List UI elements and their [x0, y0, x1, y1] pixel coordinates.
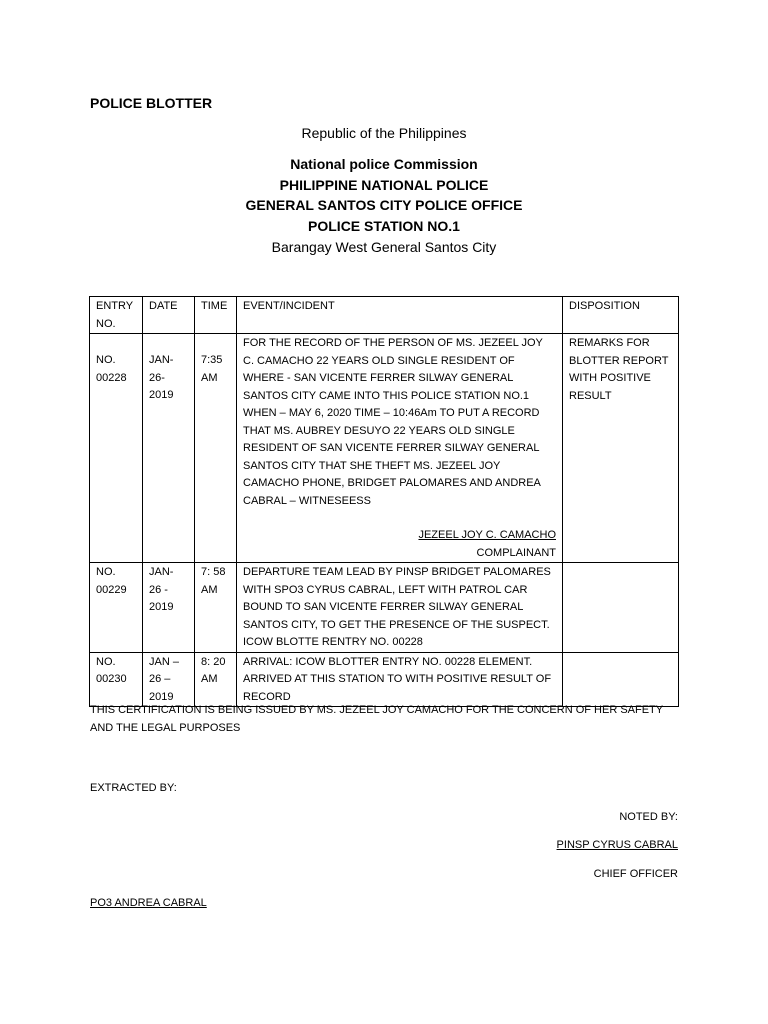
table-row	[90, 334, 679, 563]
extracted-by-name: PO3 ANDREA CABRAL	[90, 897, 207, 909]
event-text: ARRIVAL: ICOW BLOTTER ENTRY NO. 00228 ELEMENT. ARRIVED AT THIS STATION TO WITH POSITIVE RESULT OF RECORD	[243, 655, 552, 703]
republic-line: Republic of the Philippines	[301, 125, 467, 141]
date-cell	[143, 563, 195, 653]
header-entry-no: ENTRY NO.	[90, 297, 143, 334]
barangay-line: Barangay West General Santos City	[271, 239, 497, 255]
station-line: POLICE STATION NO.1	[308, 218, 460, 234]
complainant-role: COMPLAINANT	[476, 546, 556, 559]
time-cell	[195, 334, 237, 563]
entry-time: 8: 20 AM	[201, 655, 226, 685]
header-date: DATE	[143, 297, 195, 334]
commission-line: National police Commission	[290, 156, 478, 172]
entry-no: NO. 00229	[96, 566, 127, 596]
entry-date: JAN – 26 – 2019	[149, 655, 179, 703]
event-text: FOR THE RECORD OF THE PERSON OF MS. JEZEEL JOY C. CAMACHO 22 YEARS OLD SINGLE RESIDENT OF WHERE - SAN VICENTE FERRER SILWAY GENERAL SANTOS CITY CAME INTO THIS POLICE STATION NO.1 WHEN – MAY 6, 2020 TIME – 10:46Am TO PUT A RECORD THAT MS. AUBREY DESUYO 22 YEARS OLD SINGLE RESIDENT OF SAN VICENTE FERRER SILWAY GENERAL SANTOS CITY THAT SHE THEFT MS. JEZEEL JOY CAMACHO PHONE, BRIDGET PALOMARES AND ANDREA CABRAL – WITNESEESS	[243, 337, 543, 507]
entry-no: NO. 00228	[96, 354, 127, 384]
table-header-row	[90, 297, 679, 334]
header-event: EVENT/INCIDENT	[237, 297, 563, 334]
noted-by-title: CHIEF OFFICER	[593, 868, 678, 880]
entry-date: JAN- 26- 2019	[149, 354, 174, 401]
disposition-cell	[563, 652, 679, 707]
table-row	[90, 652, 679, 707]
noted-by-label: NOTED BY:	[619, 811, 678, 823]
time-cell	[195, 563, 237, 653]
header-time: TIME	[195, 297, 237, 334]
document-title: POLICE BLOTTER	[90, 95, 213, 111]
entry-time: 7:35 AM	[201, 354, 223, 384]
event-cell	[237, 652, 563, 707]
disposition-cell	[563, 334, 679, 563]
event-text: DEPARTURE TEAM LEAD BY PINSP BRIDGET PALOMARES WITH SPO3 CYRUS CABRAL, LEFT WITH PATROL CAR BOUND TO SAN VICENTE FERRER SILWAY GENERAL SANTOS CITY, TO GET THE PRESENCE OF THE SUSPECT. ICOW BLOTTE RENTRY NO. 00228	[243, 566, 551, 648]
entry-no-cell	[90, 334, 143, 563]
disposition-cell	[563, 563, 679, 653]
entry-no-cell	[90, 652, 143, 707]
entry-time: 7: 58 AM	[201, 566, 226, 596]
complainant-name: JEZEEL JOY C. CAMACHO	[418, 529, 556, 541]
date-cell	[143, 334, 195, 563]
blotter-table	[89, 296, 679, 707]
time-cell	[195, 652, 237, 707]
noted-by-name: PINSP CYRUS CABRAL	[556, 839, 678, 851]
table-row	[90, 563, 679, 653]
event-cell	[237, 334, 563, 563]
event-cell	[237, 563, 563, 653]
entry-no: NO. 00230	[96, 655, 127, 685]
certification-statement: THIS CERTIFICATION IS BEING ISSUED BY MS. JEZEEL JOY CAMACHO FOR THE CONCERN OF HER SAFETY AND THE LEGAL PURPOSES	[90, 704, 663, 734]
office-line: GENERAL SANTOS CITY POLICE OFFICE	[245, 197, 523, 213]
date-cell	[143, 652, 195, 707]
entry-date: JAN- 26 - 2019	[149, 566, 174, 613]
pnp-line: PHILIPPINE NATIONAL POLICE	[279, 177, 489, 193]
extracted-by-label: EXTRACTED BY:	[90, 782, 177, 794]
header-disposition: DISPOSITION	[563, 297, 679, 334]
disposition-text: REMARKS FOR BLOTTER REPORT WITH POSITIVE RESULT	[569, 337, 669, 402]
entry-no-cell	[90, 563, 143, 653]
